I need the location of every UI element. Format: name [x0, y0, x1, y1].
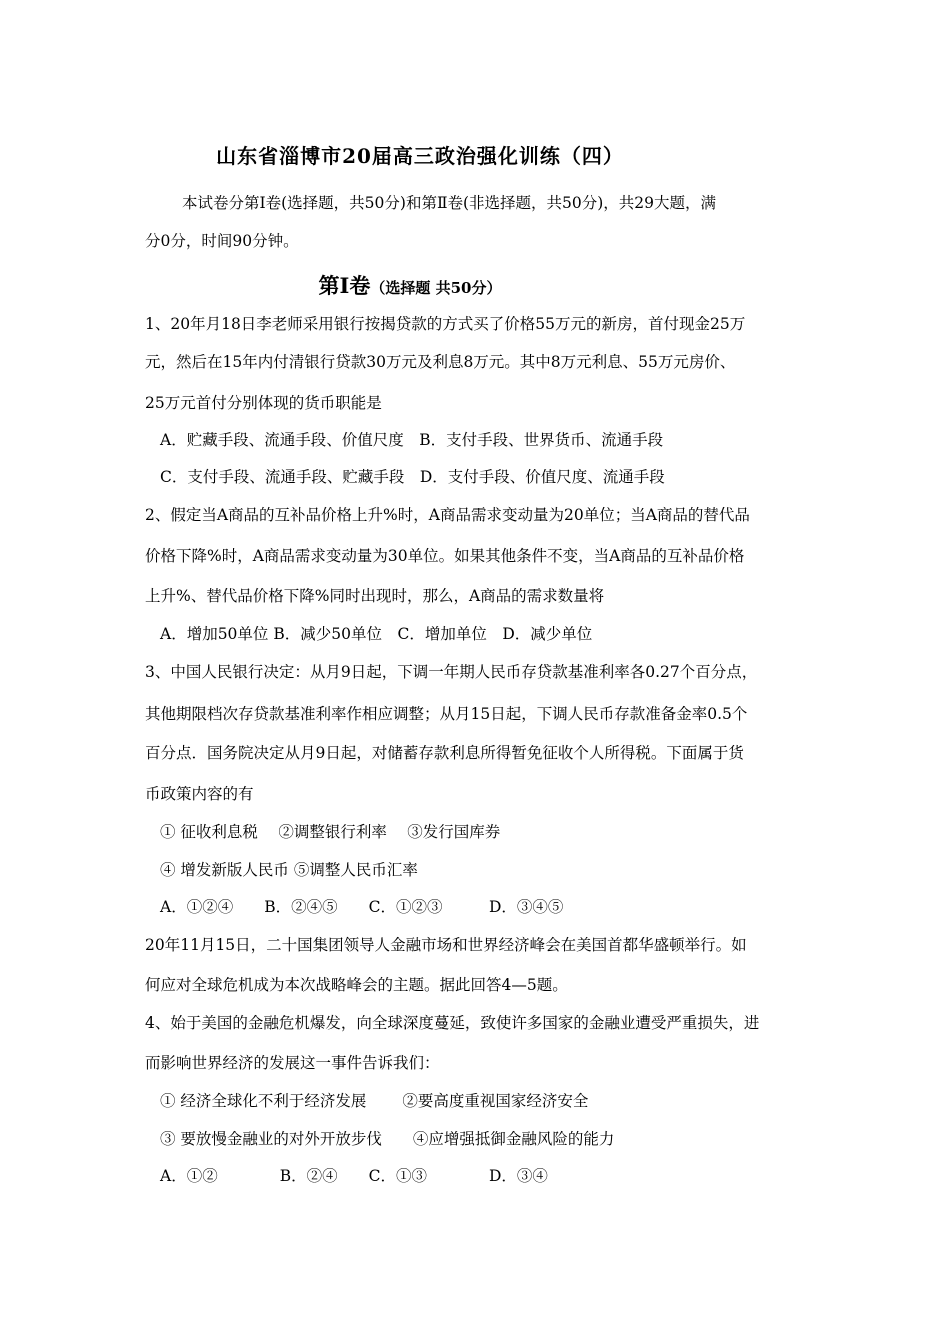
question-3-options: A．①②④ B．②④⑤ C．①②③ D．③④⑤	[160, 898, 564, 916]
question-3-line-2: 其他期限档次存贷款基准利率作相应调整；从月15日起，下调人民币存款准备金率0.5个	[145, 705, 748, 723]
section-heading	[0, 270, 820, 300]
intro-line-1: 本试卷分第Ⅰ卷(选择题，共50分)和第Ⅱ卷(非选择题，共50分)，共29大题，满	[182, 194, 717, 212]
question-3-line-4: 币政策内容的有	[145, 785, 254, 803]
question-3-item-list-1: ① 征收利息税 ②调整银行利率 ③发行国库券	[160, 823, 501, 841]
question-3-line-3: 百分点．国务院决定从月9日起，对储蓄存款利息所得暂免征收个人所得税。下面属于货	[145, 744, 744, 762]
question-4-item-list-1: ① 经济全球化不利于经济发展 ②要高度重视国家经济安全	[160, 1092, 589, 1110]
question-1-options-ab: A．贮藏手段、流通手段、价值尺度 B．支付手段、世界货币、流通手段	[160, 431, 664, 449]
question-2-line-2: 价格下降%时，A商品需求变动量为30单位。如果其他条件不变，当A商品的互补品价格	[145, 547, 745, 565]
section-sub: （选择题 共50分）	[370, 279, 502, 297]
passage-line-1: 20年11月15日，二十国集团领导人金融市场和世界经济峰会在美国首都华盛顿举行。如	[145, 936, 747, 954]
question-4-item-list-2: ③ 要放慢金融业的对外开放步伐 ④应增强抵御金融风险的能力	[160, 1130, 615, 1148]
question-2-options: A．增加50单位 B．减少50单位 C．增加单位 D．减少单位	[160, 625, 593, 643]
section-main: 第Ⅰ卷	[318, 273, 371, 298]
document-title: 山东省淄博市20届高三政治强化训练（四）	[216, 144, 624, 168]
question-4-options: A．①② B．②④ C．①③ D．③④	[160, 1167, 548, 1185]
question-3-line-1: 3、中国人民银行决定：从月9日起，下调一年期人民币存贷款基准利率各0.27个百分点，	[145, 663, 758, 681]
question-1-line-2: 元，然后在15年内付清银行贷款30万元及利息8万元。其中8万元利息、55万元房价、	[145, 353, 736, 371]
question-4-line-2: 而影响世界经济的发展这一事件告诉我们：	[145, 1054, 440, 1072]
question-1-line-3: 25万元首付分别体现的货币职能是	[145, 394, 382, 412]
question-2-line-3: 上升%、替代品价格下降%同时出现时，那么，A商品的需求数量将	[145, 587, 605, 605]
passage-line-2: 何应对全球危机成为本次战略峰会的主题。据此回答4—5题。	[145, 976, 568, 994]
question-3-item-list-2: ④ 增发新版人民币 ⑤调整人民币汇率	[160, 861, 418, 879]
question-2-line-1: 2、假定当A商品的互补品价格上升%时，A商品需求变动量为20单位；当A商品的替代品	[145, 506, 750, 524]
question-1-line-1: 1、20年月18日李老师采用银行按揭贷款的方式买了价格55万元的新房，首付现金25万	[145, 315, 746, 333]
intro-line-2: 分0分，时间90分钟。	[145, 232, 299, 250]
question-1-options-cd: C．支付手段、流通手段、贮藏手段 D．支付手段、价值尺度、流通手段	[160, 468, 665, 486]
question-4-line-1: 4、始于美国的金融危机爆发，向全球深度蔓延，致使许多国家的金融业遭受严重损失，进	[145, 1014, 760, 1032]
